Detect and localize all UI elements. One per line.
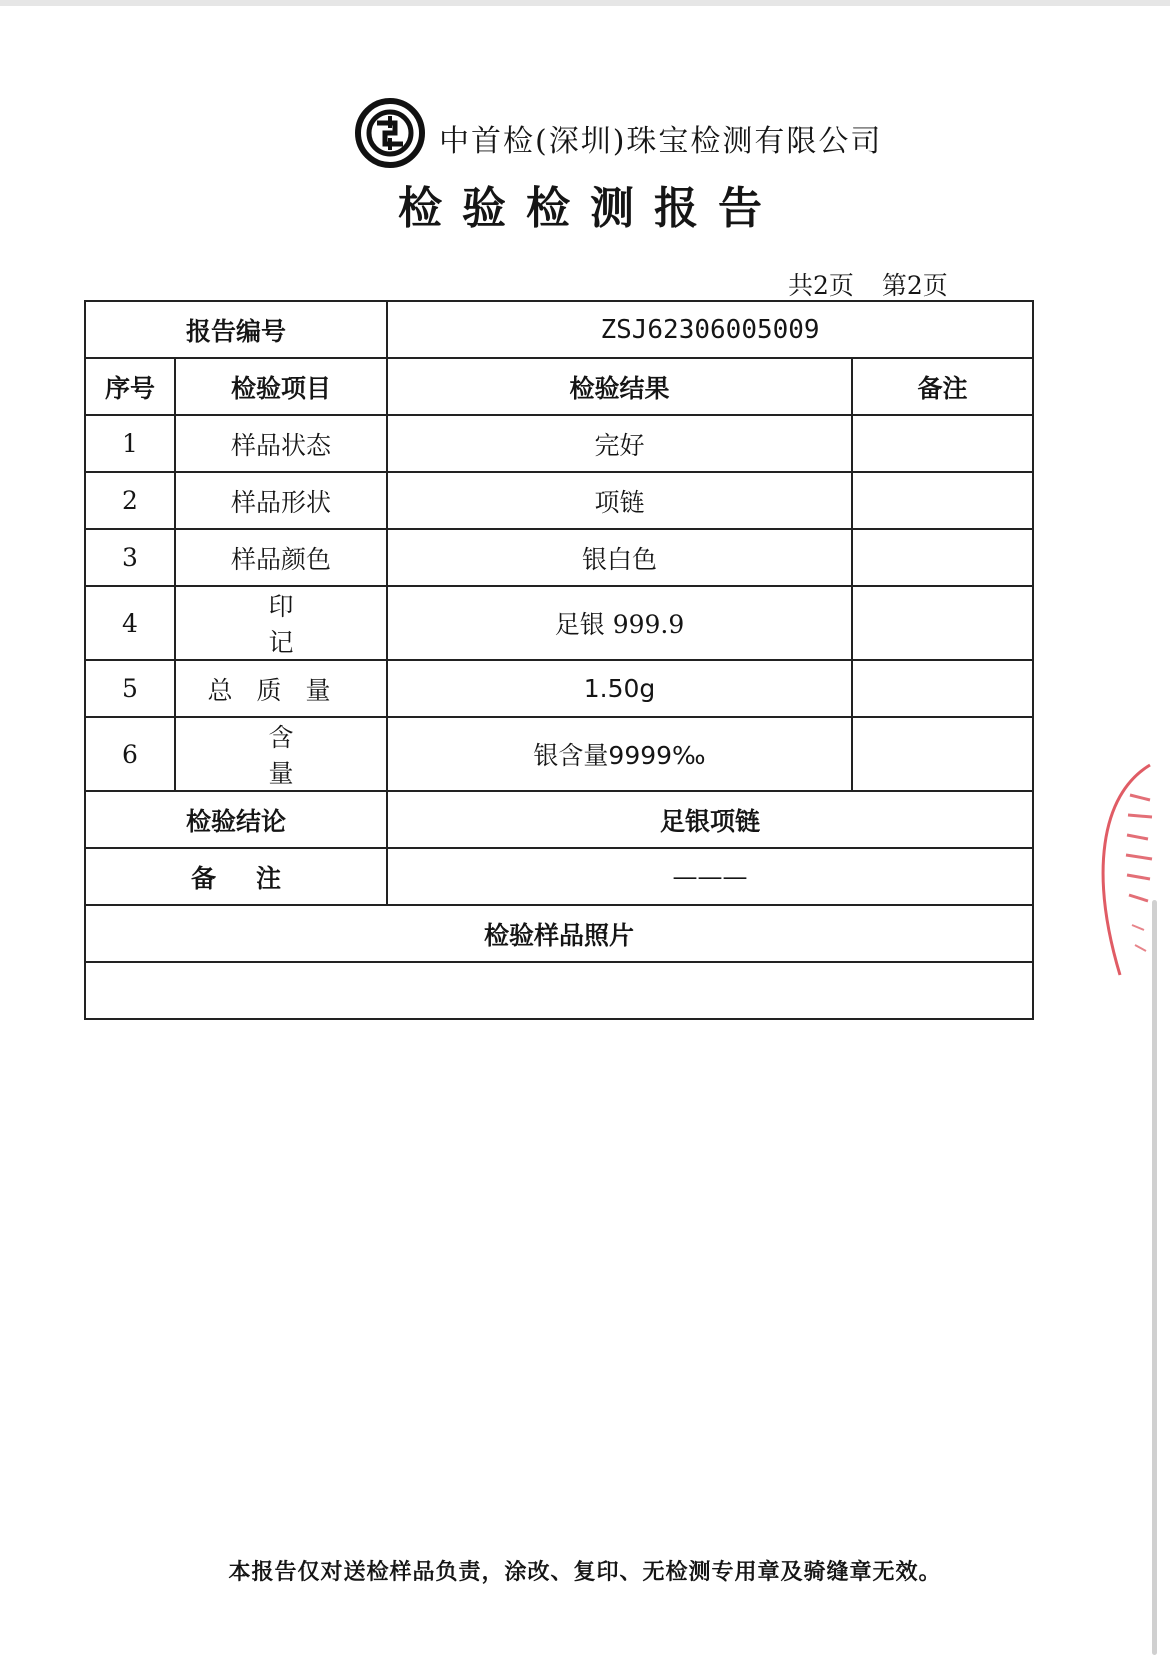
total-pages: 共2页 (788, 271, 854, 300)
table-row (85, 529, 1033, 586)
row-item: 总质量 (175, 660, 387, 717)
top-edge (0, 0, 1170, 6)
table-row (85, 586, 1033, 660)
disclaimer-footer: 本报告仅对送检样品负责，涂改、复印、无检测专用章及骑缝章无效。 (228, 1559, 942, 1585)
conclusion-row (85, 791, 1033, 848)
photo-row (85, 962, 1033, 1019)
photo-label: 检验样品照片 (85, 905, 1033, 962)
row-note (852, 415, 1033, 472)
report-title: 检验检测报告 (398, 183, 782, 234)
header-index: 序号 (85, 358, 175, 415)
company-name: 中首检(深圳)珠宝检测有限公司 (439, 124, 883, 159)
scrollbar[interactable] (1152, 900, 1157, 1655)
report-number: ZSJ62306005009 (387, 301, 1033, 358)
row-result: 完好 (387, 415, 852, 472)
row-index: 4 (85, 586, 175, 660)
remark-value: ——— (387, 848, 1033, 905)
row-note (852, 717, 1033, 791)
report-header (355, 98, 895, 168)
page-indicator (788, 266, 976, 302)
sample-photo-cell (85, 962, 1033, 1019)
row-result: 足银 999.9 (387, 586, 852, 660)
row-index: 2 (85, 472, 175, 529)
row-result: 1.50g (387, 660, 852, 717)
row-result: 银白色 (387, 529, 852, 586)
row-result: 银含量9999‰ (387, 717, 852, 791)
header-result: 检验结果 (387, 358, 852, 415)
remark-label: 备注 (85, 848, 387, 905)
photo-label-row (85, 905, 1033, 962)
header-note: 备注 (852, 358, 1033, 415)
company-logo-icon (355, 98, 425, 168)
table-header-row (85, 358, 1033, 415)
table-row (85, 717, 1033, 791)
row-item: 样品颜色 (175, 529, 387, 586)
report-table (84, 300, 1034, 1020)
table-row (85, 472, 1033, 529)
row-index: 5 (85, 660, 175, 717)
conclusion-value: 足银项链 (387, 791, 1033, 848)
row-note (852, 586, 1033, 660)
conclusion-label: 检验结论 (85, 791, 387, 848)
report-number-row (85, 301, 1033, 358)
row-index: 6 (85, 717, 175, 791)
row-index: 3 (85, 529, 175, 586)
current-page: 第2页 (881, 271, 948, 300)
row-note (852, 529, 1033, 586)
row-index: 1 (85, 415, 175, 472)
remark-row (85, 848, 1033, 905)
row-note (852, 472, 1033, 529)
row-item: 样品状态 (175, 415, 387, 472)
header-item: 检验项目 (175, 358, 387, 415)
row-item: 含量 (175, 717, 387, 791)
row-note (852, 660, 1033, 717)
table-row (85, 415, 1033, 472)
report-number-label: 报告编号 (85, 301, 387, 358)
necklace-photo (86, 963, 1032, 1019)
row-result: 项链 (387, 472, 852, 529)
row-item: 样品形状 (175, 472, 387, 529)
table-row (85, 660, 1033, 717)
row-item: 印记 (175, 586, 387, 660)
